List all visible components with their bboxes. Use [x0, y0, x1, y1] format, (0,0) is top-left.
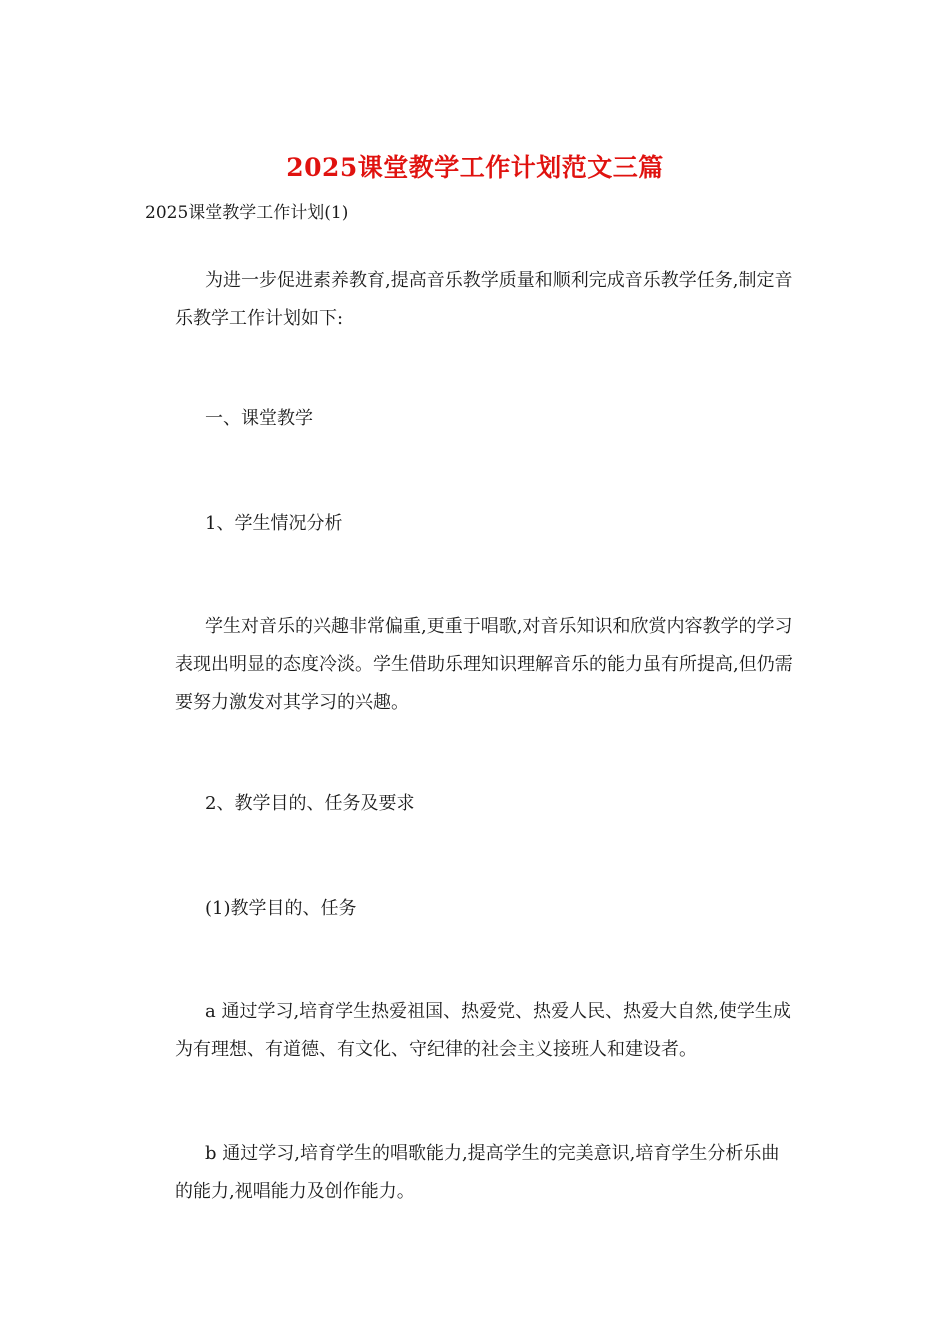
paragraph-student-analysis	[145, 608, 810, 722]
paragraph-item-a	[145, 993, 810, 1069]
subsection-heading-objectives	[145, 890, 810, 928]
paragraph-intro	[145, 262, 810, 338]
paragraph-line: 一、课堂教学	[205, 408, 313, 429]
paragraph-item-b	[145, 1135, 810, 1211]
paragraph-line: 学生对音乐的兴趣非常偏重,更重于唱歌,对音乐知识和欣赏内容教学的学习	[205, 616, 793, 637]
paragraph-line: b 通过学习,培育学生的唱歌能力,提高学生的完美意识,培育学生分析乐曲	[205, 1143, 780, 1164]
paragraph-line: 为进一步促进素养教育,提高音乐教学质量和顺利完成音乐教学任务,制定音	[205, 270, 793, 291]
paragraph-line: 2、教学目的、任务及要求	[205, 793, 415, 814]
paragraph-line: 要努力激发对其学习的兴趣。	[175, 692, 409, 713]
paragraph-line: 的能力,视唱能力及创作能力。	[175, 1181, 415, 1202]
document-title: 2025课堂教学工作计划范文三篇	[286, 153, 664, 182]
section-heading-objectives	[145, 785, 810, 823]
section-heading-student-analysis	[145, 505, 810, 543]
paragraph-line: 为有理想、有道德、有文化、守纪律的社会主义接班人和建设者。	[175, 1039, 697, 1060]
paragraph-line: a 通过学习,培育学生热爱祖国、热爱党、热爱人民、热爱大自然,使学生成	[205, 1001, 791, 1022]
paragraph-line: 1、学生情况分析	[205, 513, 343, 534]
document-subtitle: 2025课堂教学工作计划(1)	[145, 203, 349, 223]
section-heading-classroom	[145, 400, 810, 438]
paragraph-line: 表现出明显的态度冷淡。学生借助乐理知识理解音乐的能力虽有所提高,但仍需	[175, 654, 793, 675]
paragraph-line: (1)教学目的、任务	[205, 898, 357, 919]
paragraph-line: 乐教学工作计划如下:	[175, 308, 344, 329]
